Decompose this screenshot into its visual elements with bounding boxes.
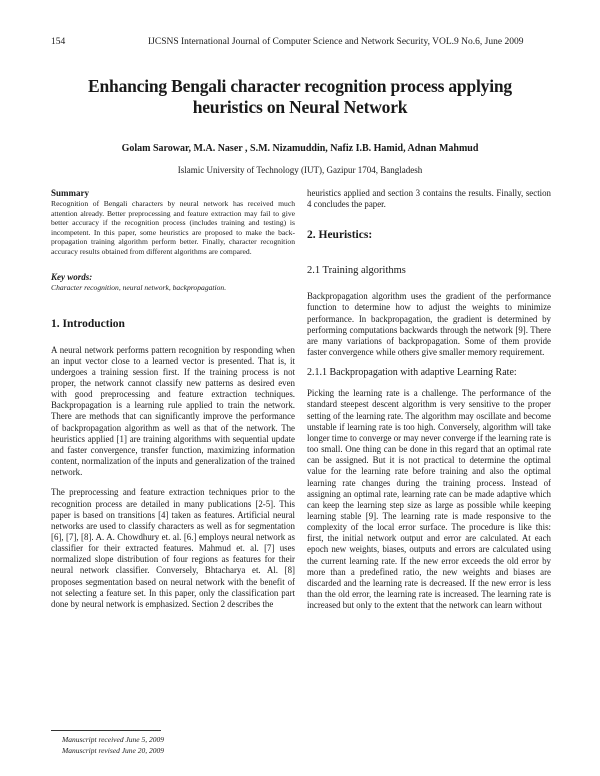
footnote-divider (51, 730, 161, 731)
subsection-heading-training: 2.1 Training algorithms (307, 265, 406, 277)
keywords-heading: Key words: (51, 272, 93, 282)
footnote-revised: Manuscript revised June 20, 2009 (62, 746, 164, 755)
left-column (51, 188, 295, 610)
subsubsection-heading-adaptive-lr: 2.1.1 Backpropagation with adaptive Learning Rate: (307, 367, 517, 379)
training-paragraph: Backpropagation algorithm uses the gradient of the performance function to determine how to adjust the weights to minimize performance. In backpropagation, the gradient is determined by performing computations backwards through the network [9]. There are many variations of backpropagation. Some of them provide faster convergence while others give smaller memory requirement. (307, 291, 551, 358)
intro-continuation: heuristics applied and section 3 contains the results. Finally, section 4 concludes the paper. (307, 188, 551, 210)
right-column (307, 188, 551, 611)
paper-title (40, 76, 560, 118)
affiliation: Islamic University of Technology (IUT), Gazipur 1704, Bangladesh (177, 165, 423, 175)
title-line-2: heuristics on Neural Network (192, 97, 408, 117)
intro-paragraph-1: A neural network performs pattern recognition by responding when an input vector close to a learned vector is presented. That is, it undergoes a training session first. If the training process is not proper, the network cannot classify new patterns as desired even with good preprocessing and feature extraction techniques. Backpropagation is a learning rule applied to train the network. There are methods that can significantly improve the performance of backpropagation algorithm as well as that of the network. The heuristics applied [1] are training algorithms with sequential update and faster convergence, transfer function, maximizing information content, normalization of the inputs and generalization of the trained network. (51, 344, 295, 478)
footnote-received: Manuscript received June 5, 2009 (62, 735, 164, 744)
journal-header: IJCSNS International Journal of Computer Science and Network Security, VOL.9 No.6, June 2009 (148, 37, 524, 47)
section-heading-heuristics: 2. Heuristics: (307, 229, 373, 242)
title-line-1: Enhancing Bengali character recognition process applying (88, 76, 512, 96)
summary-heading: Summary (51, 188, 89, 198)
summary-text: Recognition of Bengali characters by neural network has received much attention already. Better preprocessing and feature extraction may fail to give better accuracy if the recognition process (includes training and testing) is incompetent. In this paper, some heuristics are proposed to make the back-propagation training algorithm perform better. Finally, character recognition accuracy results obtained from different algorithms are compared. (51, 199, 295, 256)
intro-paragraph-2: The preprocessing and feature extraction techniques prior to the recognition process are detailed in many publications [2-5]. This paper is based on transitions [4] taken as features. Artificial neural networks are used to classify characters as well as for segmentation [6], [7], [8]. A. A. Chowdhury et. al. [6.] employs neural network as classifier for their extracted features. Mahmud et. al. [7] uses normalized slope distribution of four regions as features for their neural network classifier. Conversely, Bhtacharya et. Al. [8] proposes segmentation based on neural network with the benefit of not selecting a feature set. In this paper, only the classification part done by neural network is emphasized. Section 2 describes the (51, 487, 295, 609)
author-list: Golam Sarowar, M.A. Naser , S.M. Nizamuddin, Nafiz I.B. Hamid, Adnan Mahmud (121, 143, 479, 154)
keywords-text: Character recognition, neural network, backpropagation. (51, 283, 227, 292)
section-heading-introduction: 1. Introduction (51, 317, 125, 330)
adaptive-lr-paragraph: Picking the learning rate is a challenge. The performance of the standard steepest descent algorithm is very sensitive to the proper setting of the learning rate. The algorithm may oscillate and become unstable if learning rate is too high. Conversely, algorithm will take longer time to converge or may never converge if the learning rate is too small. One thing can be done in this regard that an optimal rate can be assigned. But it is not practical to determine the optimal value for the learning rate before training and also the optimal learning rate changes during the training process. Instead of assigning an optimal rate, learning rate can be made adaptive which can keep the learning step size as large as possible while keeping learning stable [9]. The learning rate is made responsive to the complexity of the local error surface. The procedure is like this: first, the initial network output and error are calculated. At each epoch new weights, biases, outputs and errors are calculated using the current learning rate. If the new error exceeds the old error by more than a predefined ratio, the new weights and biases are discarded and the learning rate is decreased. If the new error is less than the old error, the learning rate is increased. The learning rate is increased but only to the extent that the network can learn without (307, 388, 551, 611)
page-number: 154 (51, 37, 66, 47)
